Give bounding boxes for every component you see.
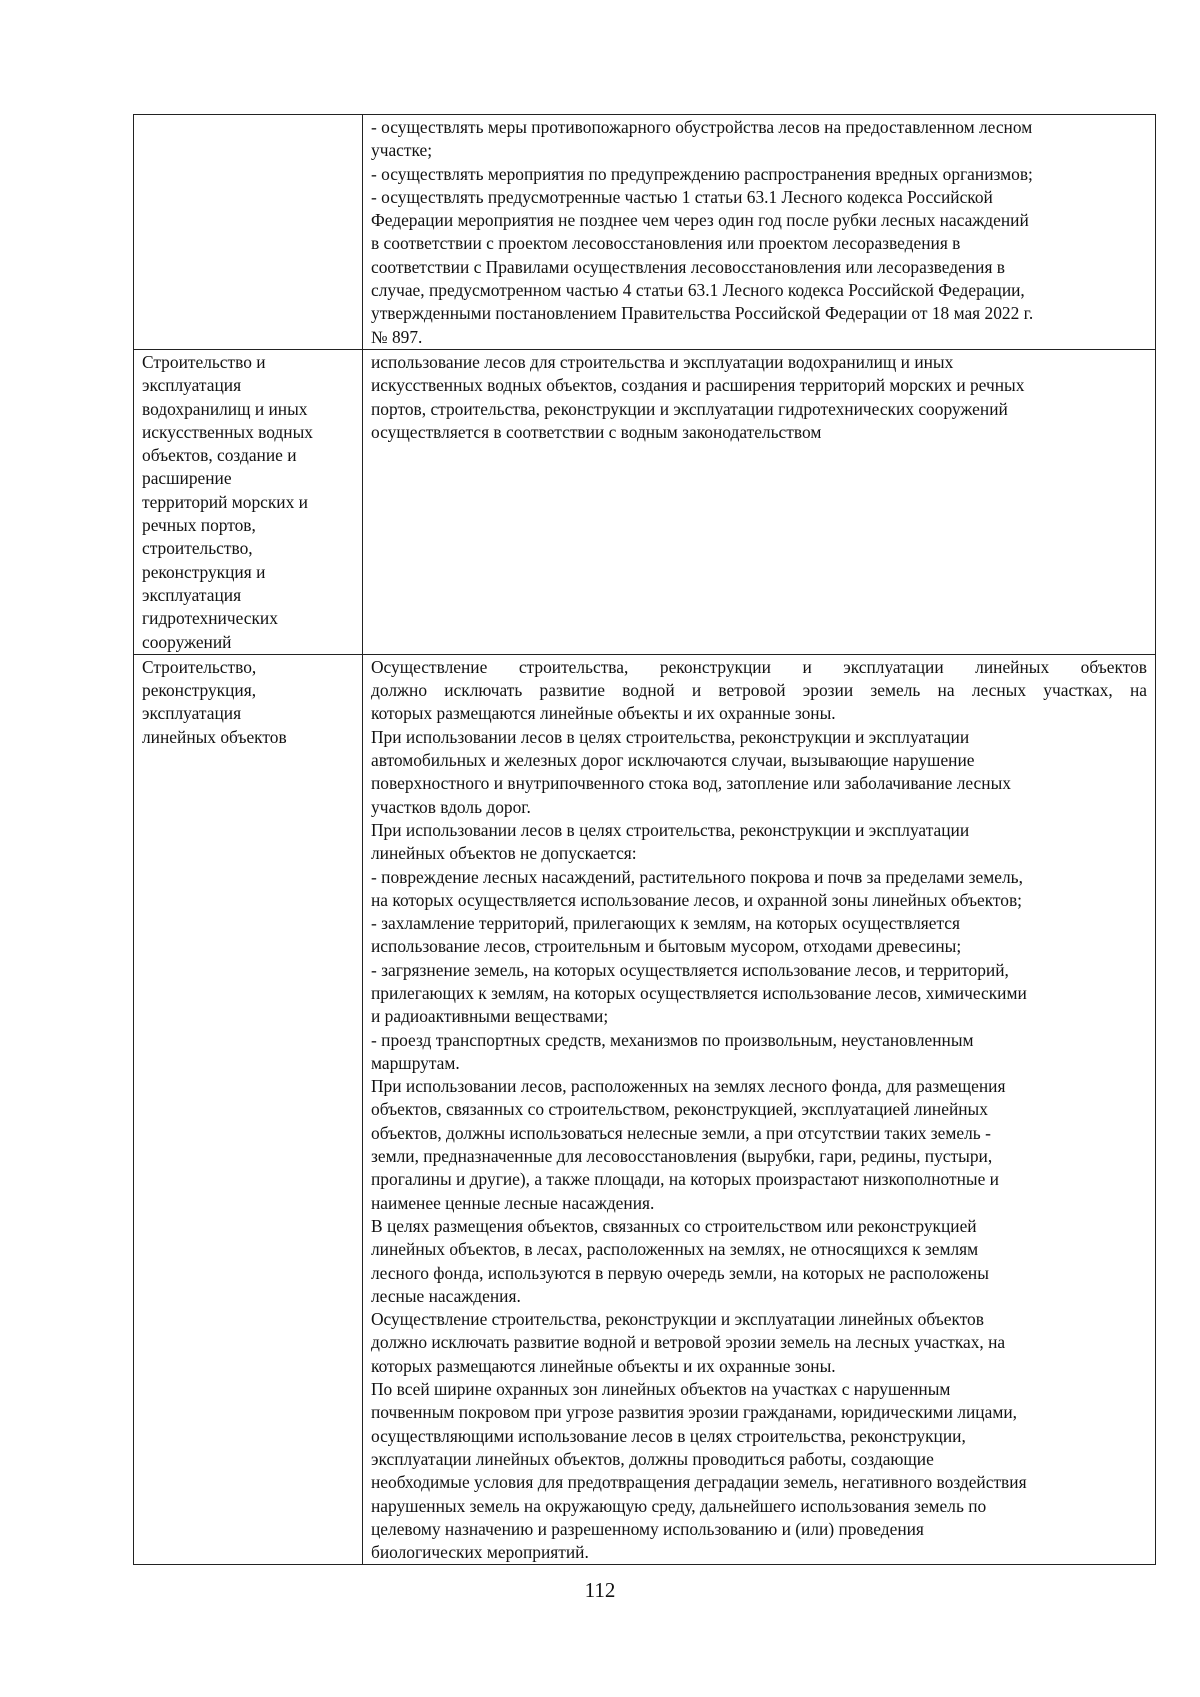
text-line: - повреждение лесных насаждений, растительного покрова и почв за пределами земель, (371, 866, 1023, 887)
text-line: должно исключать развитие водной и ветровой эрозии земель на лесных участках, на (371, 1332, 1006, 1353)
text-line: случае, предусмотренном частью 4 статьи 63.1 Лесного кодекса Российской Федерации, (371, 280, 1025, 301)
text-line: - осуществлять мероприятия по предупреждению распространения вредных организмов; (371, 163, 1033, 184)
text-line: соответствии с Правилами осуществления лесовосстановления или лесоразведения в (371, 256, 1006, 277)
requirements-cell (363, 349, 1156, 654)
text-line: эксплуатация (142, 375, 242, 396)
requirements-cell (363, 115, 1156, 350)
text-line: поверхностного и внутрипочвенного стока вод, затопление или заболачивание лесных (371, 773, 1011, 794)
text-line: лесные насаждения. (371, 1285, 521, 1306)
text-line: - захламление территорий, прилегающих к землям, на которых осуществляется (371, 913, 961, 934)
page-number: 112 (584, 1578, 616, 1602)
text-line: расширение (142, 468, 232, 489)
text-line: Федерации мероприятия не позднее чем через один год после рубки лесных насаждений (371, 210, 1029, 231)
text-line: участке; (371, 140, 433, 161)
text-line: эксплуатации линейных объектов, должны проводиться работы, создающие (371, 1448, 934, 1469)
text-line: - осуществлять предусмотренные частью 1 статьи 63.1 Лесного кодекса Российской (371, 186, 993, 207)
text-line: которых размещаются линейные объекты и их охранные зоны. (371, 703, 836, 724)
text-line: реконструкция, (142, 680, 257, 701)
text-line: биологических мероприятий. (371, 1542, 589, 1563)
text-line: По всей ширине охранных зон линейных объектов на участках с нарушенным (371, 1379, 951, 1400)
text-line: линейных объектов, в лесах, расположенных на землях, не относящихся к землям (371, 1239, 979, 1260)
text-line: гидротехнических (142, 608, 278, 629)
text-line: эксплуатация (142, 703, 242, 724)
text-line: земли, предназначенные для лесовосстановления (вырубки, гари, редины, пустыри, (371, 1146, 993, 1167)
text-line: на которых осуществляется использование лесов, и охранной зоны линейных объектов; (371, 889, 1023, 910)
text-line: целевому назначению и разрешенному использованию и (или) проведения (371, 1518, 924, 1539)
text-line: автомобильных и железных дорог исключаются случаи, вызывающие нарушение (371, 750, 975, 771)
text-line: утвержденными постановлением Правительства Российской Федерации от 18 мая 2022 г. (371, 303, 1034, 324)
text-line: строительство, (142, 538, 253, 559)
activity-type-cell (134, 349, 363, 654)
text-line: Осуществление строительства, реконструкции и эксплуатации линейных объектов (371, 1309, 984, 1330)
text-line: Строительство, (142, 656, 257, 677)
text-line: использование лесов для строительства и эксплуатации водохранилищ и иных (371, 351, 954, 372)
text-line: эксплуатация (142, 584, 242, 605)
table-row (134, 654, 1156, 1565)
text-line: и радиоактивными веществами; (371, 1006, 609, 1027)
text-line: № 897. (371, 326, 423, 347)
text-line: объектов, должны использоваться нелесные земли, а при отсутствии таких земель - (371, 1122, 991, 1143)
table-row (134, 349, 1156, 654)
requirements-cell (363, 654, 1156, 1565)
text-line: в соответствии с проектом лесовосстановления или проектом лесоразведения в (371, 233, 961, 254)
text-line: необходимые условия для предотвращения деградации земель, негативного воздействия (371, 1472, 1027, 1493)
text-line: объектов, создание и (142, 445, 297, 466)
text-line: осуществляется в соответствии с водным законодательством (371, 421, 822, 442)
regulation-table (133, 114, 1156, 1565)
text-line: Строительство и (142, 351, 266, 372)
text-line: Осуществление строительства, реконструкции и эксплуатации линейных объектов (371, 656, 1147, 677)
text-line: использование лесов, строительным и бытовым мусором, отходами древесины; (371, 936, 962, 957)
text-line: наименее ценные лесные насаждения. (371, 1192, 655, 1213)
text-line: речных портов, (142, 515, 256, 536)
text-line: При использовании лесов, расположенных на землях лесного фонда, для размещения (371, 1076, 1006, 1097)
activity-type-cell (134, 115, 363, 350)
text-line: осуществляющими использование лесов в целях строительства, реконструкции, (371, 1425, 966, 1446)
text-line: искусственных водных объектов, создания и расширения территорий морских и речных (371, 375, 1025, 396)
text-line: линейных объектов (142, 726, 287, 747)
text-line: При использовании лесов в целях строительства, реконструкции и эксплуатации (371, 819, 970, 840)
text-line: При использовании лесов в целях строительства, реконструкции и эксплуатации (371, 726, 970, 747)
text-line: прилегающих к землям, на которых осуществляется использование лесов, химическими (371, 982, 1027, 1003)
text-line: портов, строительства, реконструкции и эксплуатации гидротехнических сооружений (371, 398, 1008, 419)
table-row (134, 115, 1156, 350)
text-line: лесного фонда, используются в первую очередь земли, на которых не расположены (371, 1262, 989, 1283)
activity-type-cell (134, 654, 363, 1565)
text-line: сооружений (142, 631, 232, 652)
text-line: почвенным покровом при угрозе развития эрозии гражданами, юридическими лицами, (371, 1402, 1017, 1423)
text-line: территорий морских и (142, 491, 308, 512)
text-line: которых размещаются линейные объекты и их охранные зоны. (371, 1355, 836, 1376)
text-line: водохранилищ и иных (142, 398, 308, 419)
text-line: участков вдоль дорог. (371, 796, 531, 817)
text-line: прогалины и другие), а также площади, на которых произрастают низкополнотные и (371, 1169, 999, 1190)
text-line: - проезд транспортных средств, механизмов по произвольным, неустановленным (371, 1029, 974, 1050)
text-line: В целях размещения объектов, связанных со строительством или реконструкцией (371, 1215, 977, 1236)
text-line: маршрутам. (371, 1052, 460, 1073)
text-line: искусственных водных (142, 421, 313, 442)
text-line: объектов, связанных со строительством, реконструкцией, эксплуатацией линейных (371, 1099, 988, 1120)
text-line: линейных объектов не допускается: (371, 843, 637, 864)
text-line: реконструкция и (142, 561, 266, 582)
text-line: должно исключать развитие водной и ветровой эрозии земель на лесных участках, на (371, 680, 1147, 701)
text-line: нарушенных земель на окружающую среду, дальнейшего использования земель по (371, 1495, 987, 1516)
text-line: - осуществлять меры противопожарного обустройства лесов на предоставленном лесном (371, 117, 1033, 137)
text-line: - загрязнение земель, на которых осуществляется использование лесов, и территорий, (371, 959, 1009, 980)
